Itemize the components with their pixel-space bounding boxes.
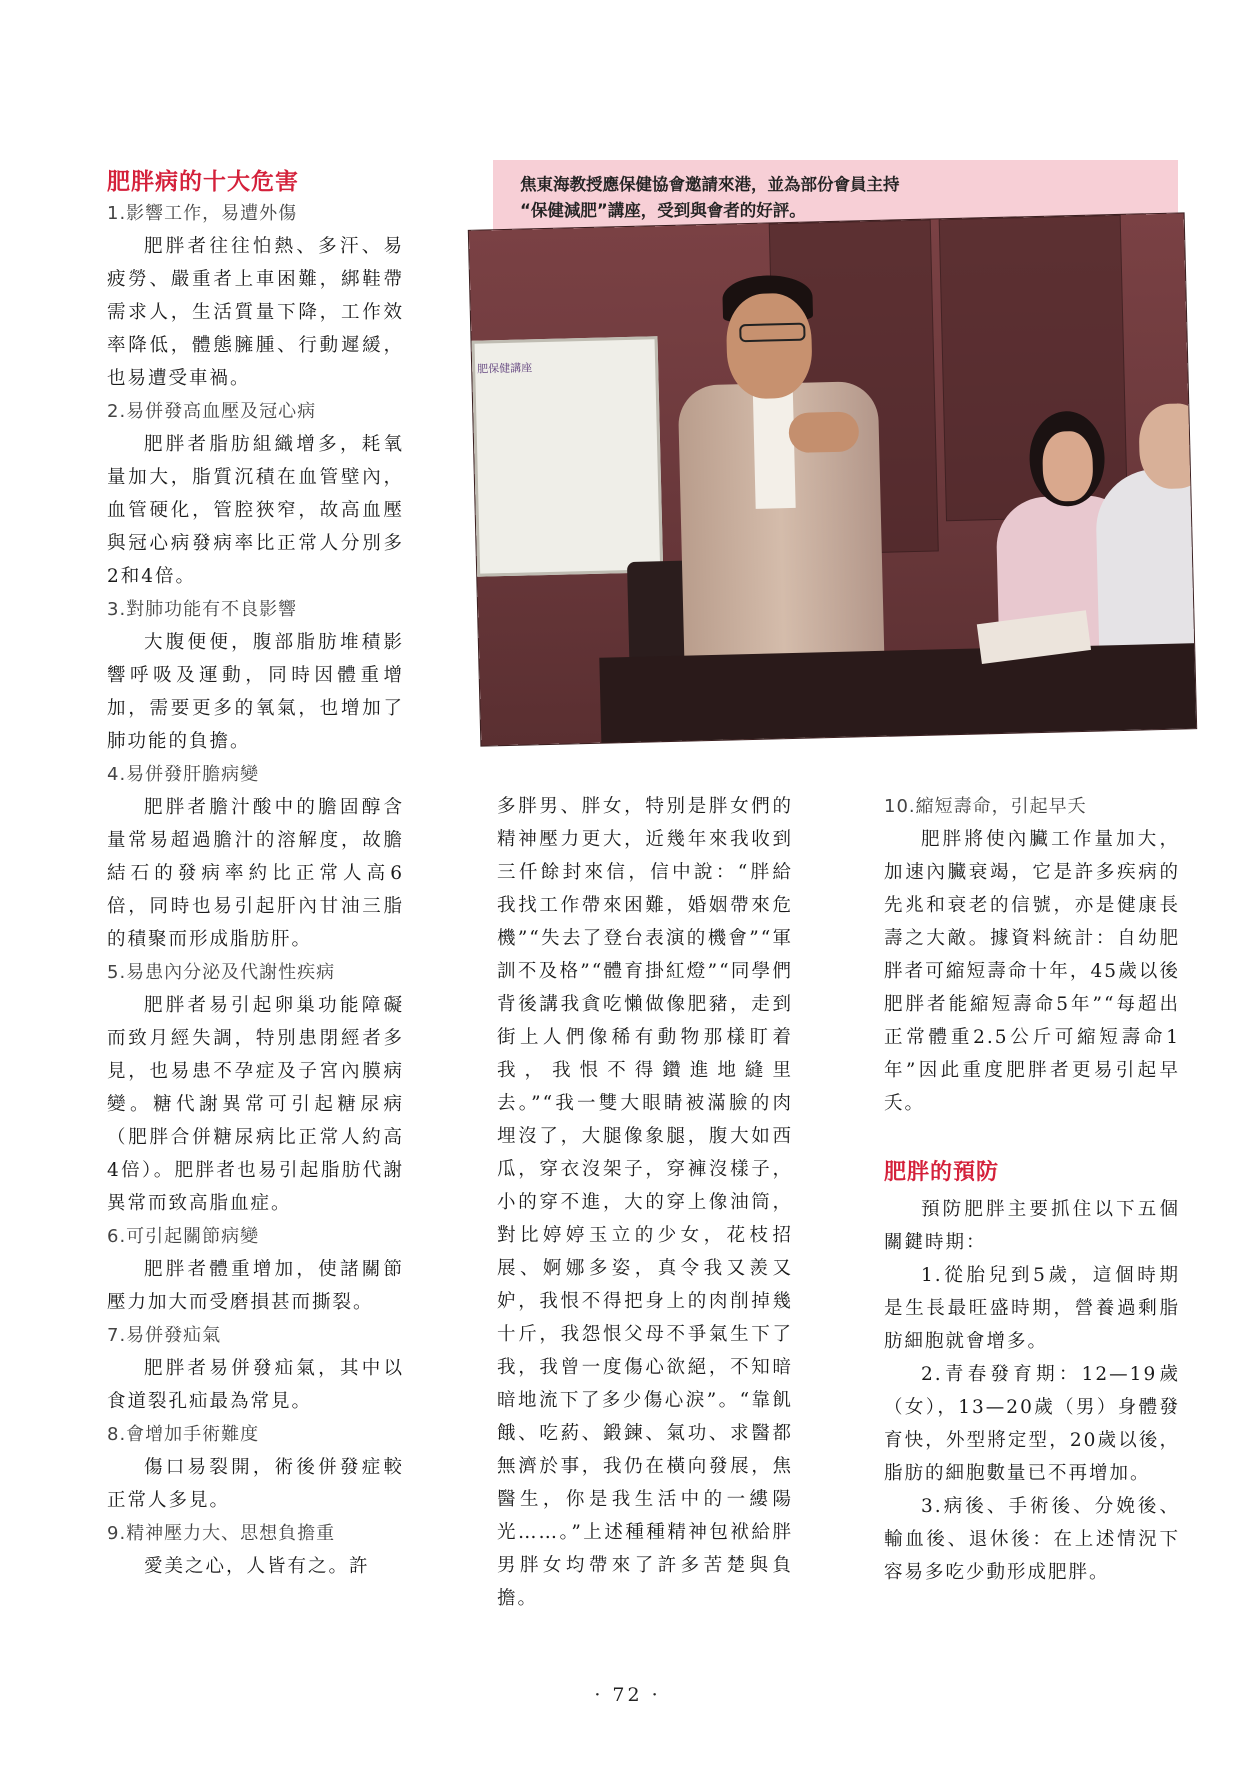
hazard-heading-8: 8.會增加手術難度	[107, 1424, 260, 1445]
lecture-photo	[469, 213, 1196, 745]
hazard-heading-7: 7.易併發疝氣	[107, 1325, 222, 1346]
hazard-heading-4: 4.易併發肝膽病變	[107, 764, 260, 785]
hazard-body-7: 肥胖者易併發疝氣，其中以食道裂孔疝最為常見。	[107, 1358, 404, 1412]
lecturer-hands	[788, 411, 859, 453]
hazard-heading-6: 6.可引起關節病變	[107, 1226, 260, 1247]
hazard-body-2: 肥胖者脂肪組織增多，耗氧量加大，脂質沉積在血管壁內，血管硬化，管腔狹窄，故高血壓與冠心病發病率比正常人分別多2和4倍。	[107, 434, 404, 587]
prevention-period-2: 2.青春發育期：12—19歲（女），13—20歲（男）身體發育快，外型將定型，20歲以後，脂肪的細胞數量已不再增加。	[884, 1364, 1180, 1484]
hazard-body-3: 大腹便便，腹部脂肪堆積影響呼吸及運動，同時因體重增加，需要更多的氧氣，也增加了肺功能的負擔。	[107, 632, 404, 752]
lecturer-shirt	[753, 388, 796, 509]
hazard-heading-3: 3.對肺功能有不良影響	[107, 599, 298, 620]
spacer	[884, 1120, 1180, 1153]
hazard-heading-5: 5.易患內分泌及代謝性疾病	[107, 962, 336, 983]
column-2-body: 多胖男、胖女，特別是胖女們的精神壓力更大，近幾年來我收到三仟餘封來信，信中說：“胖給我找工作帶來困難，婚姻帶來危機”“失去了登台表演的機會”“軍訓不及格”“體育掛紅燈”“同學們背後講我貪吃懶做像肥豬，走到街上人們像稀有動物那樣盯着我，我恨不得鑽進地縫里去。”“我一雙大眼睛被滿臉的肉埋沒了，大腿像象腿，腹大如西瓜，穿衣沒架子，穿褲沒樣子，小的穿不進，大的穿上像油筒，對比婷婷玉立的少女，花枝招展、婀娜多姿，真令我又羨又妒，我恨不得把身上的肉削掉幾十斤，我怨恨父母不爭氣生下了我，我曾一度傷心欲絕，不知暗暗地流下了多少傷心淚”。“靠飢餓、吃葯、鍛鍊、氣功、求醫都無濟於事，我仍在橫向發展，焦醫生，你是我生活中的一縷陽光……。”上述種種精神包袱給胖男胖女均帶來了許多苦楚與負擔。	[497, 796, 793, 1609]
page-number: · 72 ·	[594, 1684, 661, 1706]
photo-caption-line-1: 焦東海教授應保健協會邀請來港，並為部份會員主持	[520, 175, 900, 194]
hazard-body-10: 肥胖將使內臟工作量加大，加速內臟衰竭，它是許多疾病的先兆和衰老的信號，亦是健康長壽之大敵。據資料統計：自幼肥胖者可縮短壽命十年，45歲以後肥胖者能縮短壽命5年”“每超出正常體重2.5公斤可縮短壽命1年”因此重度肥胖者更易引起早夭。	[884, 829, 1180, 1114]
hazard-heading-10: 10.縮短壽命，引起早夭	[884, 796, 1087, 817]
prevention-intro: 預防肥胖主要抓住以下五個關鍵時期：	[884, 1199, 1180, 1253]
hazard-body-4: 肥胖者膽汁酸中的膽固醇含量常易超過膽汁的溶解度，故膽結石的發病率約比正常人高6倍，同時也易引起肝內甘油三脂的積聚而形成脂肪肝。	[107, 797, 404, 950]
photo-caption-line-2: “保健減肥”講座，受到與會者的好評。	[520, 201, 806, 220]
glasses	[739, 323, 805, 343]
audience-woman-face	[1042, 431, 1094, 502]
hazard-body-6: 肥胖者體重增加，使諸關節壓力加大而受磨損甚而撕裂。	[107, 1259, 404, 1313]
column-2	[497, 790, 793, 1615]
section-title-prevention: 肥胖的預防	[884, 1160, 1000, 1185]
lecturer-head	[725, 292, 813, 399]
whiteboard	[472, 336, 664, 576]
hazard-body-1: 肥胖者往往怕熱、多汗、易疲勞、嚴重者上車困難，綁鞋帶需求人，生活質量下降，工作效率降低，體態臃腫、行動遲緩，也易遭受車禍。	[107, 236, 404, 389]
column-3	[884, 790, 1180, 1589]
section-title-hazards: 肥胖病的十大危害	[107, 169, 299, 195]
hazard-body-8: 傷口易裂開，術後併發症較正常人多見。	[107, 1457, 404, 1511]
hazard-body-9: 愛美之心，人皆有之。許	[144, 1556, 370, 1577]
hazard-body-5: 肥胖者易引起卵巢功能障礙而致月經失調，特別患閉經者多見，也易患不孕症及子宮內膜病變。糖代謝異常可引起糖尿病（肥胖合併糖尿病比正常人約高4倍）。肥胖者也易引起脂肪代謝異常而致高脂血症。	[107, 995, 404, 1214]
table	[599, 643, 1196, 746]
hazard-heading-9: 9.精神壓力大、思想負擔重	[107, 1523, 336, 1544]
hazard-heading-2: 2.易併發高血壓及冠心病	[107, 401, 317, 422]
column-1	[107, 197, 404, 1583]
prevention-period-3: 3.病後、手術後、分娩後、輸血後、退休後：在上述情況下容易多吃少動形成肥胖。	[884, 1496, 1180, 1583]
whiteboard-text: 肥保健講座	[477, 361, 533, 376]
prevention-period-1: 1.從胎兒到5歲，這個時期是生長最旺盛時期，營養過剩脂肪細胞就會增多。	[884, 1265, 1180, 1352]
hazard-heading-1: 1.影響工作，易遭外傷	[107, 203, 298, 224]
